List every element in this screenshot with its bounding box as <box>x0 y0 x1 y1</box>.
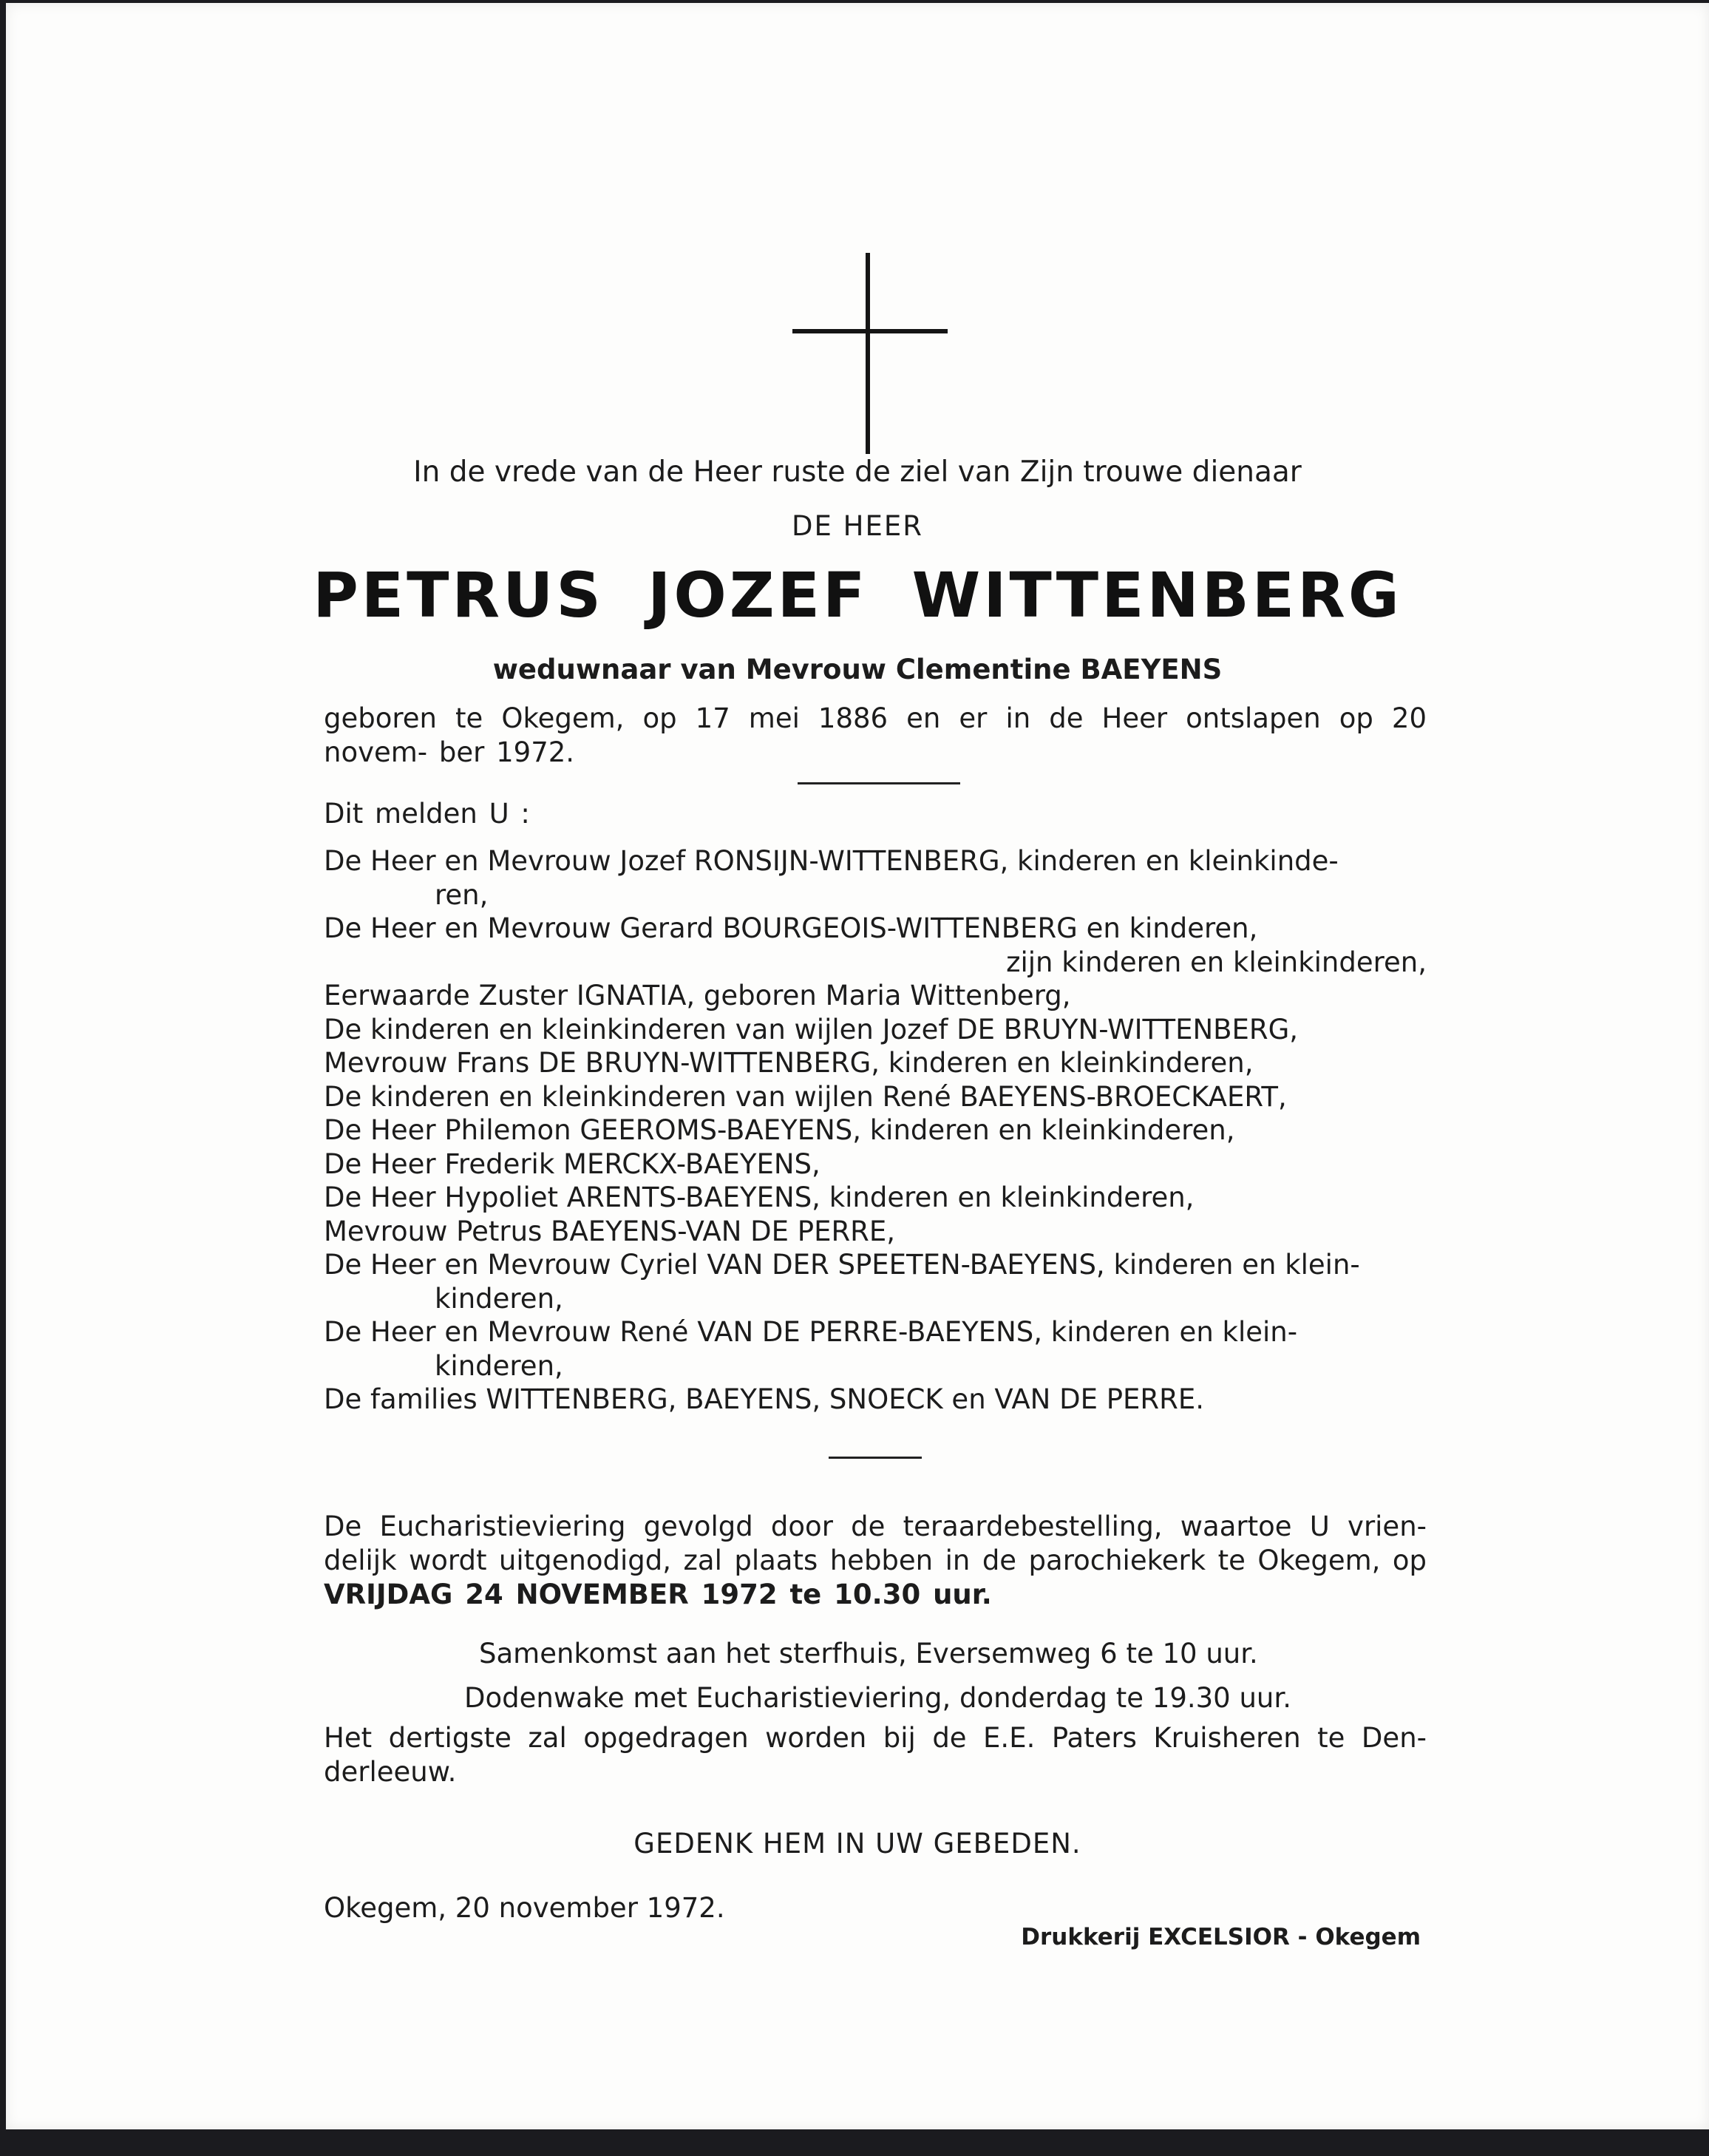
family-item <box>324 1148 1427 1182</box>
wake-text: Dodenwake met Eucharistieviering, donderdag te 19.30 uur. <box>464 1682 1291 1714</box>
family-item-text: De kinderen en kleinkinderen van wijlen René BAEYENS-BROECKAERT, <box>324 1080 1287 1113</box>
title-prefix: DE HEER <box>792 510 923 542</box>
family-item <box>324 844 1427 912</box>
family-item-continuation: ren, <box>435 878 489 911</box>
family-item <box>324 1013 1427 1047</box>
family-item <box>324 1248 1427 1315</box>
divider <box>829 1457 922 1459</box>
family-list <box>324 844 1427 1417</box>
family-item <box>324 1080 1427 1114</box>
family-item-text: De Heer Hypoliet ARENTS-BAEYENS, kinderen en kleinkinderen, <box>324 1182 1195 1213</box>
mass-op: op <box>1392 1545 1427 1576</box>
family-item <box>324 1383 1427 1417</box>
deceased-name: PETRUS JOZEF WITTENBERG <box>313 559 1402 631</box>
family-item <box>324 1113 1427 1148</box>
family-item <box>324 1215 1427 1249</box>
divider <box>798 782 960 784</box>
family-item <box>324 979 1427 1013</box>
family-item-text: De Heer en Mevrouw Cyriel VAN DER SPEETEN-BAEYENS, kinderen en klein- <box>324 1249 1360 1281</box>
family-item-text: De Heer en Mevrouw Gerard BOURGEOIS-WITTENBERG en kinderen, <box>324 912 1258 944</box>
family-item <box>324 1315 1427 1383</box>
mass-date: VRIJDAG 24 NOVEMBER 1972 te 10.30 uur. <box>324 1579 992 1610</box>
widower-line: weduwnaar van Mevrouw Clementine BAEYENS <box>492 654 1223 685</box>
family-item-continuation: zijn kinderen en kleinkinderen, <box>1006 946 1427 978</box>
cross-icon-horizontal <box>792 329 948 333</box>
family-item <box>324 1046 1427 1080</box>
intro-text: In de vrede van de Heer ruste de ziel van Zijn trouwe dienaar <box>413 455 1302 489</box>
family-item-text: Mevrouw Petrus BAEYENS-VAN DE PERRE, <box>324 1215 896 1247</box>
prayer-request: GEDENK HEM IN UW GEBEDEN. <box>633 1828 1081 1860</box>
family-item-text: De Heer Philemon GEEROMS-BAEYENS, kinderen en kleinkinderen, <box>324 1114 1235 1146</box>
funeral-card <box>6 3 1709 2129</box>
family-item-text: De Heer en Mevrouw René VAN DE PERRE-BAEYENS, kinderen en klein- <box>324 1316 1298 1348</box>
family-item-text: De Heer Frederik MERCKX-BAEYENS, <box>324 1148 820 1180</box>
mass-text: De Eucharistieviering gevolgd door de teraardebestelling, waartoe U vrien- delijk wordt uitgenodigd, zal plaats hebben in de parochiekerk te Okegem, <box>324 1511 1427 1576</box>
family-item-text: De Heer en Mevrouw Jozef RONSIJN-WITTENBERG, kinderen en kleinkinde- <box>324 845 1339 877</box>
birth-death-text: geboren te Okegem, op 17 mei 1886 en er in de Heer ontslapen op 20 novem- ber 1972. <box>324 702 1427 768</box>
family-item-text: Eerwaarde Zuster IGNATIA, geboren Maria Wittenberg, <box>324 980 1071 1011</box>
family-item-continuation: kinderen, <box>435 1282 563 1315</box>
gathering-text: Samenkomst aan het sterfhuis, Eversemweg 6 te 10 uur. <box>479 1638 1258 1669</box>
place-date: Okegem, 20 november 1972. <box>324 1892 725 1924</box>
cross-icon-vertical <box>866 253 870 454</box>
mass-announcement <box>324 1510 1427 1612</box>
family-item <box>324 1181 1427 1215</box>
family-item-text: De kinderen en kleinkinderen van wijlen Jozef DE BRUYN-WITTENBERG, <box>324 1013 1299 1045</box>
announce-text: Dit melden U : <box>324 798 530 830</box>
family-item-text: Mevrouw Frans DE BRUYN-WITTENBERG, kinderen en kleinkinderen, <box>324 1047 1254 1079</box>
family-item-text: De families WITTENBERG, BAEYENS, SNOECK en VAN DE PERRE. <box>324 1383 1204 1415</box>
printer-credit: Drukkerij EXCELSIOR - Okegem <box>1021 1924 1421 1950</box>
card-content <box>6 3 1709 2129</box>
thirtieth-text: Het dertigste zal opgedragen worden bij de E.E. Paters Kruisheren te Den- derleeuw. <box>324 1722 1427 1788</box>
family-item <box>324 912 1427 979</box>
family-item-continuation: kinderen, <box>435 1349 563 1382</box>
